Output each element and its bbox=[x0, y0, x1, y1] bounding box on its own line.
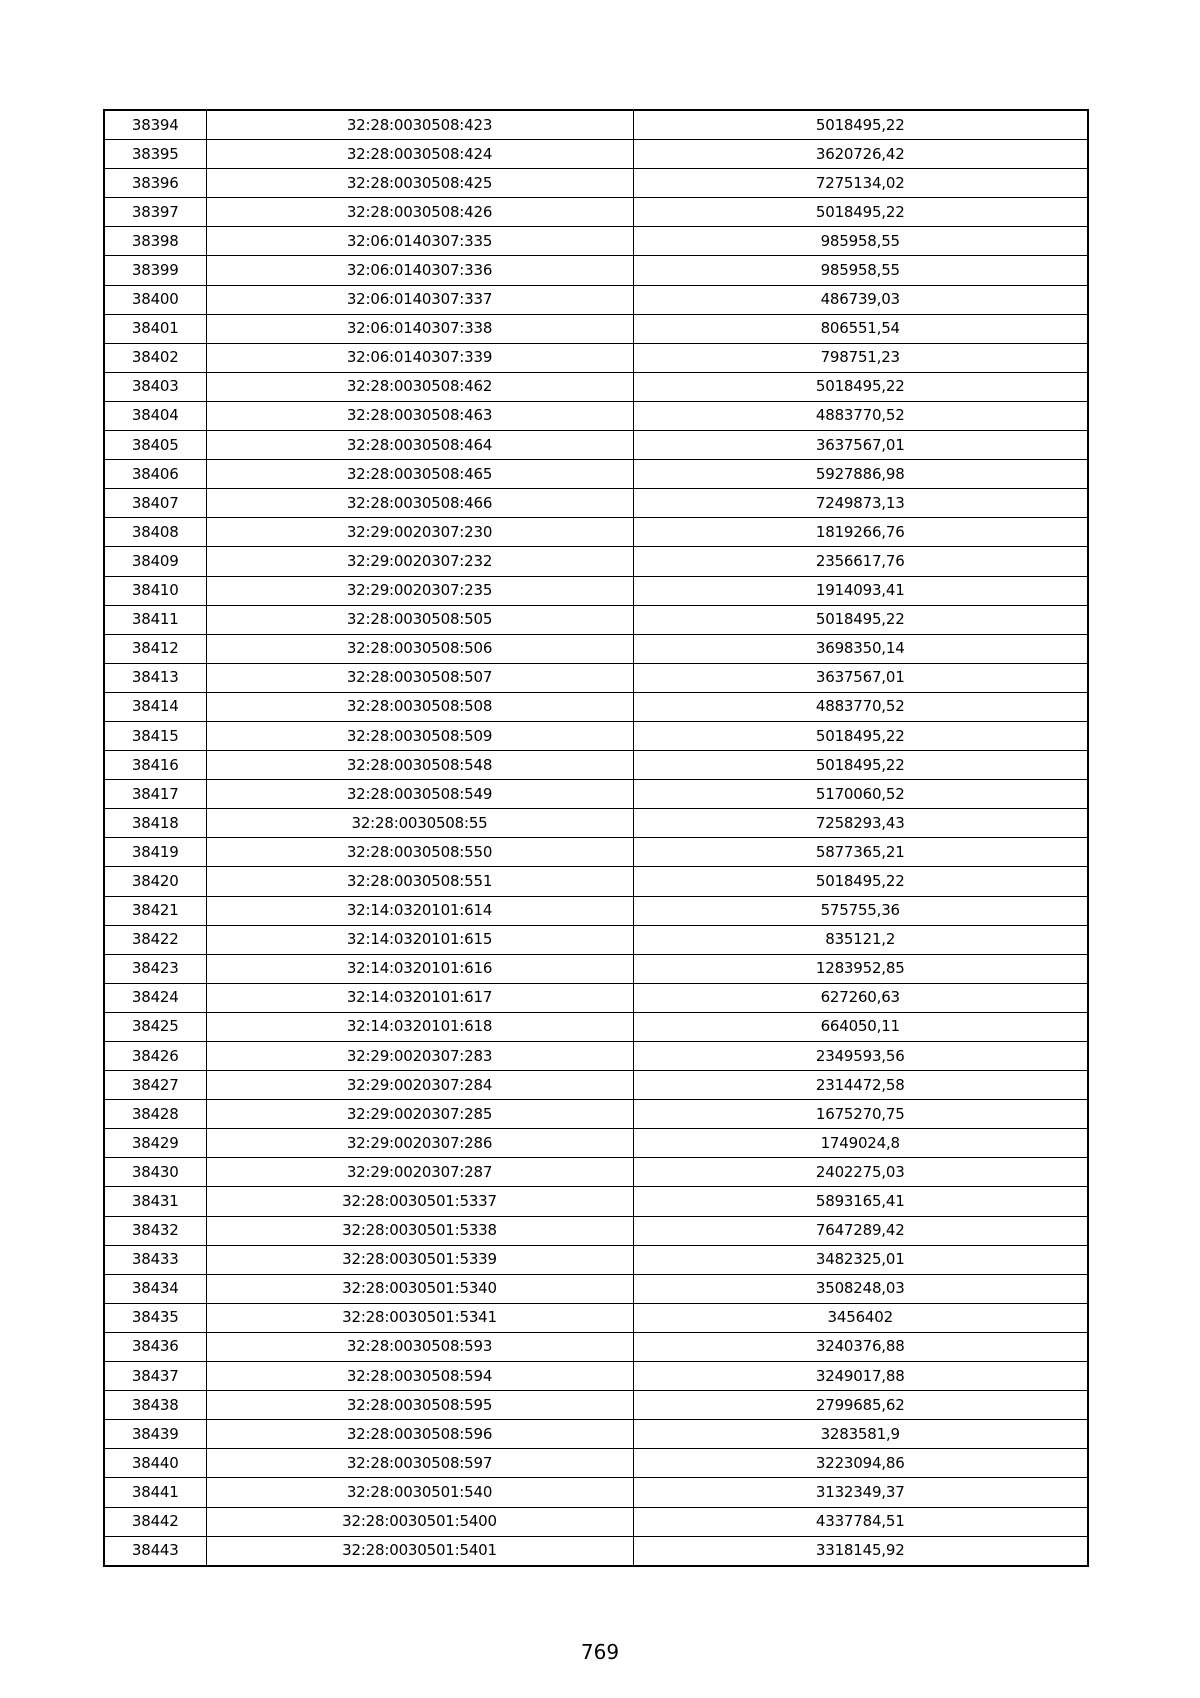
table-row bbox=[104, 547, 1088, 576]
table-row bbox=[104, 751, 1088, 780]
row-number-cell: 38423 bbox=[104, 954, 206, 983]
row-number-cell: 38404 bbox=[104, 401, 206, 430]
cadastral-value-cell: 3508248,03 bbox=[633, 1274, 1088, 1303]
table-row bbox=[104, 1507, 1088, 1536]
cadastral-number-cell: 32:29:0020307:285 bbox=[206, 1100, 633, 1129]
row-number-cell: 38438 bbox=[104, 1391, 206, 1420]
cadastral-value-cell: 3318145,92 bbox=[633, 1536, 1088, 1566]
row-number-cell: 38402 bbox=[104, 343, 206, 372]
cadastral-value-cell: 5018495,22 bbox=[633, 605, 1088, 634]
table-row bbox=[104, 692, 1088, 721]
cadastral-value-cell: 3223094,86 bbox=[633, 1449, 1088, 1478]
cadastral-number-cell: 32:06:0140307:339 bbox=[206, 343, 633, 372]
cadastral-value-cell: 1283952,85 bbox=[633, 954, 1088, 983]
cadastral-number-cell: 32:28:0030508:426 bbox=[206, 198, 633, 227]
row-number-cell: 38407 bbox=[104, 489, 206, 518]
cadastral-value-cell: 985958,55 bbox=[633, 227, 1088, 256]
table-row bbox=[104, 780, 1088, 809]
cadastral-value-cell: 5018495,22 bbox=[633, 372, 1088, 401]
row-number-cell: 38396 bbox=[104, 169, 206, 198]
row-number-cell: 38441 bbox=[104, 1478, 206, 1507]
cadastral-value-cell: 2314472,58 bbox=[633, 1071, 1088, 1100]
row-number-cell: 38420 bbox=[104, 867, 206, 896]
table-row bbox=[104, 983, 1088, 1012]
cadastral-value-cell: 3620726,42 bbox=[633, 140, 1088, 169]
cadastral-number-cell: 32:28:0030508:466 bbox=[206, 489, 633, 518]
cadastral-value-cell: 985958,55 bbox=[633, 256, 1088, 285]
row-number-cell: 38397 bbox=[104, 198, 206, 227]
cadastral-value-cell: 7647289,42 bbox=[633, 1216, 1088, 1245]
cadastral-value-cell: 3637567,01 bbox=[633, 663, 1088, 692]
cadastral-number-cell: 32:29:0020307:286 bbox=[206, 1129, 633, 1158]
cadastral-value-cell: 7249873,13 bbox=[633, 489, 1088, 518]
row-number-cell: 38439 bbox=[104, 1420, 206, 1449]
cadastral-number-cell: 32:28:0030508:593 bbox=[206, 1332, 633, 1361]
cadastral-number-cell: 32:29:0020307:287 bbox=[206, 1158, 633, 1187]
cadastral-number-cell: 32:28:0030501:5338 bbox=[206, 1216, 633, 1245]
cadastral-number-cell: 32:28:0030501:5337 bbox=[206, 1187, 633, 1216]
row-number-cell: 38424 bbox=[104, 983, 206, 1012]
cadastral-number-cell: 32:28:0030508:505 bbox=[206, 605, 633, 634]
table-row bbox=[104, 867, 1088, 896]
row-number-cell: 38395 bbox=[104, 140, 206, 169]
row-number-cell: 38434 bbox=[104, 1274, 206, 1303]
cadastral-value-cell: 3240376,88 bbox=[633, 1332, 1088, 1361]
cadastral-value-cell: 1675270,75 bbox=[633, 1100, 1088, 1129]
row-number-cell: 38436 bbox=[104, 1332, 206, 1361]
cadastral-number-cell: 32:28:0030508:463 bbox=[206, 401, 633, 430]
cadastral-value-cell: 5018495,22 bbox=[633, 110, 1088, 140]
cadastral-number-cell: 32:14:0320101:617 bbox=[206, 983, 633, 1012]
row-number-cell: 38414 bbox=[104, 692, 206, 721]
table-row bbox=[104, 1478, 1088, 1507]
table-row bbox=[104, 925, 1088, 954]
table-row bbox=[104, 605, 1088, 634]
table-body bbox=[104, 110, 1088, 1566]
cadastral-number-cell: 32:28:0030501:5339 bbox=[206, 1245, 633, 1274]
table-row bbox=[104, 663, 1088, 692]
table-row bbox=[104, 576, 1088, 605]
cadastral-value-cell: 5018495,22 bbox=[633, 751, 1088, 780]
cadastral-number-cell: 32:28:0030508:465 bbox=[206, 460, 633, 489]
cadastral-value-table bbox=[103, 109, 1089, 1567]
row-number-cell: 38398 bbox=[104, 227, 206, 256]
row-number-cell: 38417 bbox=[104, 780, 206, 809]
row-number-cell: 38442 bbox=[104, 1507, 206, 1536]
cadastral-value-cell: 7275134,02 bbox=[633, 169, 1088, 198]
table-row bbox=[104, 838, 1088, 867]
cadastral-value-cell: 2402275,03 bbox=[633, 1158, 1088, 1187]
cadastral-number-cell: 32:28:0030501:5340 bbox=[206, 1274, 633, 1303]
row-number-cell: 38429 bbox=[104, 1129, 206, 1158]
row-number-cell: 38427 bbox=[104, 1071, 206, 1100]
table-row bbox=[104, 110, 1088, 140]
cadastral-number-cell: 32:14:0320101:618 bbox=[206, 1012, 633, 1041]
cadastral-number-cell: 32:28:0030508:425 bbox=[206, 169, 633, 198]
cadastral-number-cell: 32:06:0140307:337 bbox=[206, 285, 633, 314]
cadastral-value-cell: 835121,2 bbox=[633, 925, 1088, 954]
cadastral-value-cell: 3283581,9 bbox=[633, 1420, 1088, 1449]
row-number-cell: 38440 bbox=[104, 1449, 206, 1478]
cadastral-number-cell: 32:28:0030501:5401 bbox=[206, 1536, 633, 1566]
cadastral-value-cell: 5893165,41 bbox=[633, 1187, 1088, 1216]
row-number-cell: 38408 bbox=[104, 518, 206, 547]
table-row bbox=[104, 1158, 1088, 1187]
table-row bbox=[104, 401, 1088, 430]
cadastral-value-cell: 5018495,22 bbox=[633, 198, 1088, 227]
cadastral-number-cell: 32:28:0030508:509 bbox=[206, 721, 633, 750]
table-row bbox=[104, 489, 1088, 518]
page-number: 769 bbox=[580, 1640, 620, 1664]
cadastral-number-cell: 32:06:0140307:336 bbox=[206, 256, 633, 285]
table-row bbox=[104, 518, 1088, 547]
cadastral-number-cell: 32:29:0020307:235 bbox=[206, 576, 633, 605]
cadastral-value-cell: 3249017,88 bbox=[633, 1362, 1088, 1391]
table-row bbox=[104, 1332, 1088, 1361]
row-number-cell: 38443 bbox=[104, 1536, 206, 1566]
cadastral-value-cell: 3456402 bbox=[633, 1303, 1088, 1332]
cadastral-number-cell: 32:29:0020307:230 bbox=[206, 518, 633, 547]
cadastral-value-cell: 5018495,22 bbox=[633, 721, 1088, 750]
cadastral-value-cell: 3132349,37 bbox=[633, 1478, 1088, 1507]
cadastral-value-cell: 2356617,76 bbox=[633, 547, 1088, 576]
table-row bbox=[104, 140, 1088, 169]
cadastral-value-cell: 627260,63 bbox=[633, 983, 1088, 1012]
table-row bbox=[104, 1042, 1088, 1071]
cadastral-number-cell: 32:29:0020307:232 bbox=[206, 547, 633, 576]
cadastral-value-cell: 5018495,22 bbox=[633, 867, 1088, 896]
table-row bbox=[104, 634, 1088, 663]
row-number-cell: 38421 bbox=[104, 896, 206, 925]
table-row bbox=[104, 227, 1088, 256]
cadastral-value-cell: 2799685,62 bbox=[633, 1391, 1088, 1420]
cadastral-number-cell: 32:28:0030508:595 bbox=[206, 1391, 633, 1420]
table-row bbox=[104, 169, 1088, 198]
cadastral-number-cell: 32:28:0030508:548 bbox=[206, 751, 633, 780]
cadastral-value-cell: 3637567,01 bbox=[633, 431, 1088, 460]
table-row bbox=[104, 1303, 1088, 1332]
row-number-cell: 38409 bbox=[104, 547, 206, 576]
cadastral-value-cell: 5877365,21 bbox=[633, 838, 1088, 867]
cadastral-value-cell: 2349593,56 bbox=[633, 1042, 1088, 1071]
row-number-cell: 38416 bbox=[104, 751, 206, 780]
table-row bbox=[104, 809, 1088, 838]
row-number-cell: 38432 bbox=[104, 1216, 206, 1245]
table-row bbox=[104, 1100, 1088, 1129]
cadastral-number-cell: 32:28:0030508:506 bbox=[206, 634, 633, 663]
cadastral-value-cell: 7258293,43 bbox=[633, 809, 1088, 838]
cadastral-number-cell: 32:06:0140307:335 bbox=[206, 227, 633, 256]
cadastral-number-cell: 32:29:0020307:284 bbox=[206, 1071, 633, 1100]
cadastral-value-cell: 806551,54 bbox=[633, 314, 1088, 343]
cadastral-value-cell: 798751,23 bbox=[633, 343, 1088, 372]
cadastral-number-cell: 32:28:0030501:540 bbox=[206, 1478, 633, 1507]
table-row bbox=[104, 1449, 1088, 1478]
table-row bbox=[104, 896, 1088, 925]
table-row bbox=[104, 314, 1088, 343]
row-number-cell: 38400 bbox=[104, 285, 206, 314]
cadastral-number-cell: 32:14:0320101:615 bbox=[206, 925, 633, 954]
table-row bbox=[104, 460, 1088, 489]
table-row bbox=[104, 285, 1088, 314]
row-number-cell: 38425 bbox=[104, 1012, 206, 1041]
row-number-cell: 38437 bbox=[104, 1362, 206, 1391]
cadastral-number-cell: 32:28:0030501:5341 bbox=[206, 1303, 633, 1332]
table-row bbox=[104, 1536, 1088, 1566]
cadastral-value-cell: 1914093,41 bbox=[633, 576, 1088, 605]
cadastral-value-cell: 4883770,52 bbox=[633, 692, 1088, 721]
cadastral-number-cell: 32:14:0320101:616 bbox=[206, 954, 633, 983]
cadastral-number-cell: 32:28:0030508:594 bbox=[206, 1362, 633, 1391]
row-number-cell: 38431 bbox=[104, 1187, 206, 1216]
cadastral-value-cell: 4337784,51 bbox=[633, 1507, 1088, 1536]
cadastral-number-cell: 32:28:0030508:424 bbox=[206, 140, 633, 169]
table-row bbox=[104, 1187, 1088, 1216]
cadastral-number-cell: 32:28:0030508:508 bbox=[206, 692, 633, 721]
table-row bbox=[104, 1245, 1088, 1274]
cadastral-number-cell: 32:06:0140307:338 bbox=[206, 314, 633, 343]
table-row bbox=[104, 1274, 1088, 1303]
table-row bbox=[104, 1362, 1088, 1391]
cadastral-number-cell: 32:28:0030508:549 bbox=[206, 780, 633, 809]
cadastral-value-cell: 664050,11 bbox=[633, 1012, 1088, 1041]
table-row bbox=[104, 198, 1088, 227]
cadastral-value-cell: 575755,36 bbox=[633, 896, 1088, 925]
row-number-cell: 38426 bbox=[104, 1042, 206, 1071]
cadastral-number-cell: 32:29:0020307:283 bbox=[206, 1042, 633, 1071]
row-number-cell: 38418 bbox=[104, 809, 206, 838]
cadastral-value-cell: 3482325,01 bbox=[633, 1245, 1088, 1274]
row-number-cell: 38433 bbox=[104, 1245, 206, 1274]
row-number-cell: 38410 bbox=[104, 576, 206, 605]
cadastral-number-cell: 32:14:0320101:614 bbox=[206, 896, 633, 925]
cadastral-number-cell: 32:28:0030508:597 bbox=[206, 1449, 633, 1478]
row-number-cell: 38412 bbox=[104, 634, 206, 663]
row-number-cell: 38406 bbox=[104, 460, 206, 489]
row-number-cell: 38430 bbox=[104, 1158, 206, 1187]
row-number-cell: 38405 bbox=[104, 431, 206, 460]
table-row bbox=[104, 372, 1088, 401]
row-number-cell: 38428 bbox=[104, 1100, 206, 1129]
row-number-cell: 38403 bbox=[104, 372, 206, 401]
table-row bbox=[104, 256, 1088, 285]
table-row bbox=[104, 1071, 1088, 1100]
cadastral-value-cell: 4883770,52 bbox=[633, 401, 1088, 430]
table-row bbox=[104, 1216, 1088, 1245]
cadastral-number-cell: 32:28:0030508:507 bbox=[206, 663, 633, 692]
cadastral-number-cell: 32:28:0030508:550 bbox=[206, 838, 633, 867]
table-row bbox=[104, 1420, 1088, 1449]
row-number-cell: 38413 bbox=[104, 663, 206, 692]
table-row bbox=[104, 431, 1088, 460]
table-row bbox=[104, 343, 1088, 372]
row-number-cell: 38435 bbox=[104, 1303, 206, 1332]
cadastral-value-cell: 5927886,98 bbox=[633, 460, 1088, 489]
cadastral-number-cell: 32:28:0030508:462 bbox=[206, 372, 633, 401]
row-number-cell: 38419 bbox=[104, 838, 206, 867]
row-number-cell: 38399 bbox=[104, 256, 206, 285]
table-row bbox=[104, 721, 1088, 750]
cadastral-value-cell: 1819266,76 bbox=[633, 518, 1088, 547]
table-row bbox=[104, 1012, 1088, 1041]
table-row bbox=[104, 954, 1088, 983]
cadastral-value-cell: 3698350,14 bbox=[633, 634, 1088, 663]
table-row bbox=[104, 1391, 1088, 1420]
cadastral-number-cell: 32:28:0030508:551 bbox=[206, 867, 633, 896]
cadastral-number-cell: 32:28:0030508:596 bbox=[206, 1420, 633, 1449]
cadastral-number-cell: 32:28:0030501:5400 bbox=[206, 1507, 633, 1536]
row-number-cell: 38394 bbox=[104, 110, 206, 140]
table-row bbox=[104, 1129, 1088, 1158]
cadastral-value-cell: 1749024,8 bbox=[633, 1129, 1088, 1158]
cadastral-number-cell: 32:28:0030508:464 bbox=[206, 431, 633, 460]
row-number-cell: 38411 bbox=[104, 605, 206, 634]
row-number-cell: 38415 bbox=[104, 721, 206, 750]
cadastral-value-cell: 5170060,52 bbox=[633, 780, 1088, 809]
row-number-cell: 38401 bbox=[104, 314, 206, 343]
row-number-cell: 38422 bbox=[104, 925, 206, 954]
cadastral-value-cell: 486739,03 bbox=[633, 285, 1088, 314]
cadastral-number-cell: 32:28:0030508:55 bbox=[206, 809, 633, 838]
cadastral-number-cell: 32:28:0030508:423 bbox=[206, 110, 633, 140]
